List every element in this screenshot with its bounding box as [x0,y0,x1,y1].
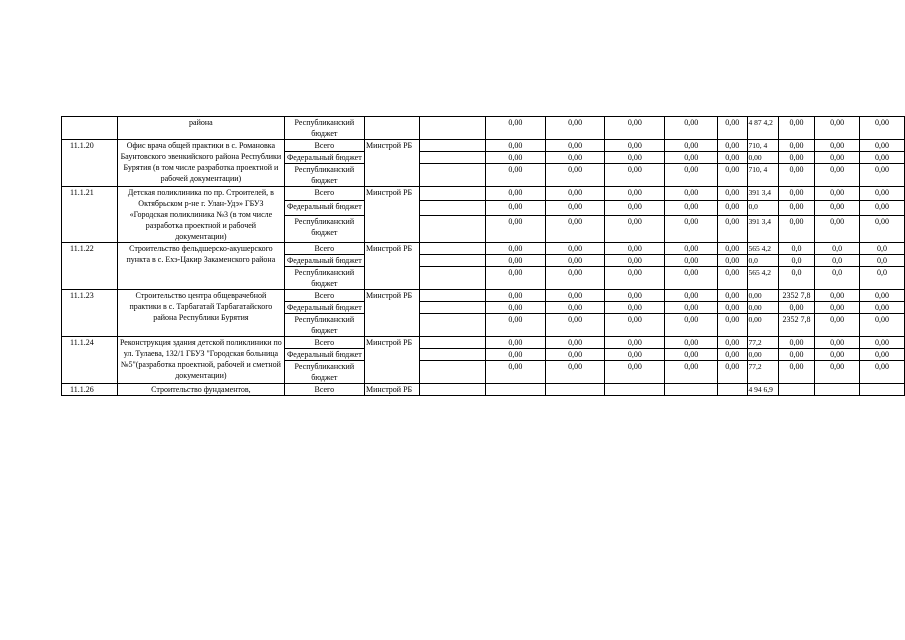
agency-cell: Минстрой РБ [364,140,419,187]
value-cell: 0,00 [485,187,545,201]
value-cell: 0,00 [665,255,718,267]
table-row [62,187,905,201]
value-cell: 0,00 [665,140,718,152]
table-row [62,243,905,255]
value-cell: 0,00 [545,201,604,215]
value-cell [420,361,485,384]
value-cell: 0,00 [665,152,718,164]
value-cell: 0,0 [860,243,905,255]
value-cell: 0,0 [778,243,814,255]
funding-source-cell: Всего [284,290,364,302]
funding-source-cell: Всего [284,337,364,349]
value-cell: 0,00 [485,349,545,361]
value-cell: 0,00 [718,255,747,267]
value-cell: 710, 4 [747,164,778,187]
value-cell: 0,00 [545,243,604,255]
table-row [62,384,905,396]
agency-cell: Минстрой РБ [364,187,419,243]
value-cell: 391 3,4 [747,187,778,201]
value-cell [485,384,545,396]
value-cell: 0,00 [545,290,604,302]
value-cell: 0,00 [718,267,747,290]
value-cell: 0,00 [545,187,604,201]
funding-source-cell: Федеральный бюджет [284,349,364,361]
item-code-cell: 11.1.24 [62,337,118,384]
agency-cell: Минстрой РБ [364,337,419,384]
value-cell [420,152,485,164]
value-cell [420,349,485,361]
value-cell [420,384,485,396]
value-cell: 0,00 [815,187,860,201]
value-cell: 0,00 [860,152,905,164]
funding-source-cell: Республиканский бюджет [284,314,364,337]
value-cell: 391 3,4 [747,215,778,242]
item-name-cell: района [118,117,285,140]
value-cell: 0,00 [718,349,747,361]
value-cell: 0,00 [665,349,718,361]
funding-source-cell: Республиканский бюджет [284,215,364,242]
value-cell: 4 94 6,9 [747,384,778,396]
value-cell: 0,00 [860,349,905,361]
item-name-cell: Реконструкция здания детской поликлиники по ул. Тулаева, 132/1 ГБУЗ "Городская больница №5"(разработка проектной, рабочей и сметной документации) [118,337,285,384]
value-cell: 0,0 [778,267,814,290]
value-cell: 0,00 [545,117,604,140]
value-cell: 0,00 [545,215,604,242]
value-cell: 0,00 [815,302,860,314]
value-cell: 0,00 [718,140,747,152]
value-cell: 0,00 [545,337,604,349]
value-cell: 0,00 [485,314,545,337]
value-cell: 0,00 [605,215,665,242]
value-cell [718,384,747,396]
value-cell: 0,00 [545,349,604,361]
value-cell: 0,00 [718,302,747,314]
value-cell [420,243,485,255]
value-cell: 0,00 [665,201,718,215]
value-cell: 77,2 [747,361,778,384]
value-cell: 0,00 [778,187,814,201]
value-cell: 77,2 [747,337,778,349]
value-cell: 0,00 [778,215,814,242]
value-cell: 0,00 [605,152,665,164]
value-cell: 0,0 [815,243,860,255]
value-cell: 0,00 [605,267,665,290]
value-cell: 0,00 [718,314,747,337]
value-cell: 0,00 [605,164,665,187]
value-cell: 0,00 [485,164,545,187]
value-cell [605,384,665,396]
value-cell: 0,00 [485,140,545,152]
value-cell: 0,00 [718,117,747,140]
value-cell [420,302,485,314]
value-cell: 0,00 [665,314,718,337]
value-cell: 0,00 [665,215,718,242]
value-cell: 0,00 [605,243,665,255]
value-cell: 0,00 [605,255,665,267]
value-cell: 0,00 [860,117,905,140]
value-cell: 0,00 [545,140,604,152]
value-cell: 0,00 [485,215,545,242]
value-cell: 0,00 [665,290,718,302]
value-cell: 0,0 [778,255,814,267]
value-cell [665,384,718,396]
agency-cell: Минстрой РБ [364,243,419,290]
agency-cell: Минстрой РБ [364,384,419,396]
value-cell: 0,00 [485,117,545,140]
item-code-cell: 11.1.26 [62,384,118,396]
value-cell: 0,00 [860,302,905,314]
value-cell: 0,00 [815,215,860,242]
value-cell: 2352 7,8 [778,314,814,337]
value-cell: 0,0 [860,267,905,290]
value-cell [815,384,860,396]
value-cell [778,384,814,396]
value-cell: 0,00 [605,337,665,349]
value-cell: 565 4,2 [747,267,778,290]
value-cell: 0,00 [747,302,778,314]
value-cell: 0,00 [747,314,778,337]
value-cell: 0,00 [605,361,665,384]
value-cell: 0,00 [545,255,604,267]
value-cell: 0,00 [485,243,545,255]
value-cell: 0,00 [778,337,814,349]
value-cell: 4 87 4,2 [747,117,778,140]
value-cell: 0,00 [815,164,860,187]
value-cell: 0,00 [485,290,545,302]
value-cell: 0,00 [545,314,604,337]
value-cell: 0,00 [718,152,747,164]
value-cell: 0,0 [747,255,778,267]
value-cell [420,140,485,152]
value-cell [420,164,485,187]
funding-source-cell: Федеральный бюджет [284,255,364,267]
value-cell: 0,00 [860,164,905,187]
value-cell: 0,00 [605,290,665,302]
value-cell: 0,00 [815,290,860,302]
funding-source-cell: Всего [284,243,364,255]
value-cell: 0,00 [860,314,905,337]
item-name-cell: Детская поликлиника по пр. Строителей, в Октябрьском р-не г. Улан-Удэ» ГБУЗ «Городская поликлиника №3 (в том числе разработка проектной и рабочей документации) [118,187,285,243]
value-cell: 0,00 [665,187,718,201]
value-cell: 0,00 [718,164,747,187]
value-cell: 0,00 [605,201,665,215]
value-cell: 0,00 [665,243,718,255]
value-cell: 0,00 [860,187,905,201]
funding-source-cell: Всего [284,187,364,201]
value-cell: 0,00 [860,201,905,215]
value-cell: 0,00 [815,349,860,361]
value-cell: 0,00 [778,201,814,215]
value-cell: 0,00 [665,164,718,187]
table-body [62,117,905,396]
value-cell: 0,00 [860,290,905,302]
value-cell: 0,00 [485,302,545,314]
value-cell [420,255,485,267]
item-code-cell: 11.1.23 [62,290,118,337]
funding-source-cell: Республиканский бюджет [284,164,364,187]
item-name-cell: Офис врача общей практики в с. Романовка Баунтовского эвенкийского района Республики Бурятия (в том числе разработка проектной и рабочей документации) [118,140,285,187]
funding-source-cell: Федеральный бюджет [284,302,364,314]
value-cell: 0,00 [718,215,747,242]
value-cell: 0,0 [747,201,778,215]
value-cell: 0,00 [778,361,814,384]
funding-source-cell: Республиканский бюджет [284,361,364,384]
value-cell [420,201,485,215]
value-cell: 0,00 [485,255,545,267]
value-cell: 565 4,2 [747,243,778,255]
value-cell: 0,00 [605,302,665,314]
value-cell: 0,00 [860,215,905,242]
value-cell: 0,00 [778,349,814,361]
value-cell: 0,00 [665,267,718,290]
value-cell [420,267,485,290]
value-cell: 0,00 [778,302,814,314]
value-cell: 0,00 [605,187,665,201]
value-cell: 0,0 [815,255,860,267]
value-cell: 0,00 [718,243,747,255]
value-cell: 0,00 [747,290,778,302]
funding-source-cell: Всего [284,140,364,152]
value-cell: 0,00 [815,140,860,152]
value-cell: 0,0 [815,267,860,290]
value-cell: 0,00 [778,152,814,164]
funding-source-cell: Республиканский бюджет [284,267,364,290]
value-cell: 0,00 [718,290,747,302]
value-cell: 0,00 [485,337,545,349]
value-cell: 0,00 [815,201,860,215]
value-cell: 0,00 [860,140,905,152]
value-cell: 0,00 [545,152,604,164]
value-cell [420,215,485,242]
value-cell: 0,00 [665,361,718,384]
budget-table [61,116,905,396]
value-cell [420,290,485,302]
value-cell: 0,00 [485,152,545,164]
value-cell: 0,00 [605,314,665,337]
funding-source-cell: Всего [284,384,364,396]
value-cell: 0,00 [718,337,747,349]
value-cell: 0,00 [815,314,860,337]
value-cell: 0,00 [485,361,545,384]
value-cell: 0,00 [778,140,814,152]
value-cell: 0,0 [860,255,905,267]
value-cell: 0,00 [815,152,860,164]
table-row [62,290,905,302]
funding-source-cell: Федеральный бюджет [284,201,364,215]
value-cell [420,117,485,140]
value-cell: 0,00 [545,164,604,187]
value-cell: 0,00 [747,152,778,164]
value-cell [420,337,485,349]
value-cell: 0,00 [605,140,665,152]
table-row [62,117,905,140]
value-cell: 0,00 [605,349,665,361]
value-cell: 0,00 [665,117,718,140]
value-cell: 0,00 [485,201,545,215]
value-cell: 0,00 [778,164,814,187]
value-cell: 0,00 [860,337,905,349]
value-cell: 0,00 [860,361,905,384]
item-name-cell: Строительство центра общеврачебной практики в с. Тарбагатай Тарбагатайского района Республики Бурятия [118,290,285,337]
item-code-cell: 11.1.22 [62,243,118,290]
value-cell: 2352 7,8 [778,290,814,302]
item-name-cell: Строительство фельдшерско-акушерского пункта в с. Ехэ-Цакир Закаменского района [118,243,285,290]
funding-source-cell: Республиканский бюджет [284,117,364,140]
value-cell: 0,00 [815,117,860,140]
value-cell [420,187,485,201]
value-cell [420,314,485,337]
value-cell: 0,00 [778,117,814,140]
value-cell: 0,00 [747,349,778,361]
value-cell: 0,00 [665,337,718,349]
value-cell: 710, 4 [747,140,778,152]
value-cell: 0,00 [665,302,718,314]
value-cell: 0,00 [718,201,747,215]
item-name-cell: Строительство фундаментов, [118,384,285,396]
value-cell [860,384,905,396]
agency-cell: Минстрой РБ [364,290,419,337]
value-cell: 0,00 [605,117,665,140]
table-row [62,337,905,349]
value-cell: 0,00 [815,361,860,384]
value-cell: 0,00 [718,361,747,384]
table-row [62,140,905,152]
item-code-cell [62,117,118,140]
value-cell: 0,00 [815,337,860,349]
agency-cell [364,117,419,140]
value-cell: 0,00 [545,302,604,314]
value-cell [545,384,604,396]
value-cell: 0,00 [545,267,604,290]
value-cell: 0,00 [545,361,604,384]
value-cell: 0,00 [485,267,545,290]
item-code-cell: 11.1.21 [62,187,118,243]
value-cell: 0,00 [718,187,747,201]
item-code-cell: 11.1.20 [62,140,118,187]
funding-source-cell: Федеральный бюджет [284,152,364,164]
